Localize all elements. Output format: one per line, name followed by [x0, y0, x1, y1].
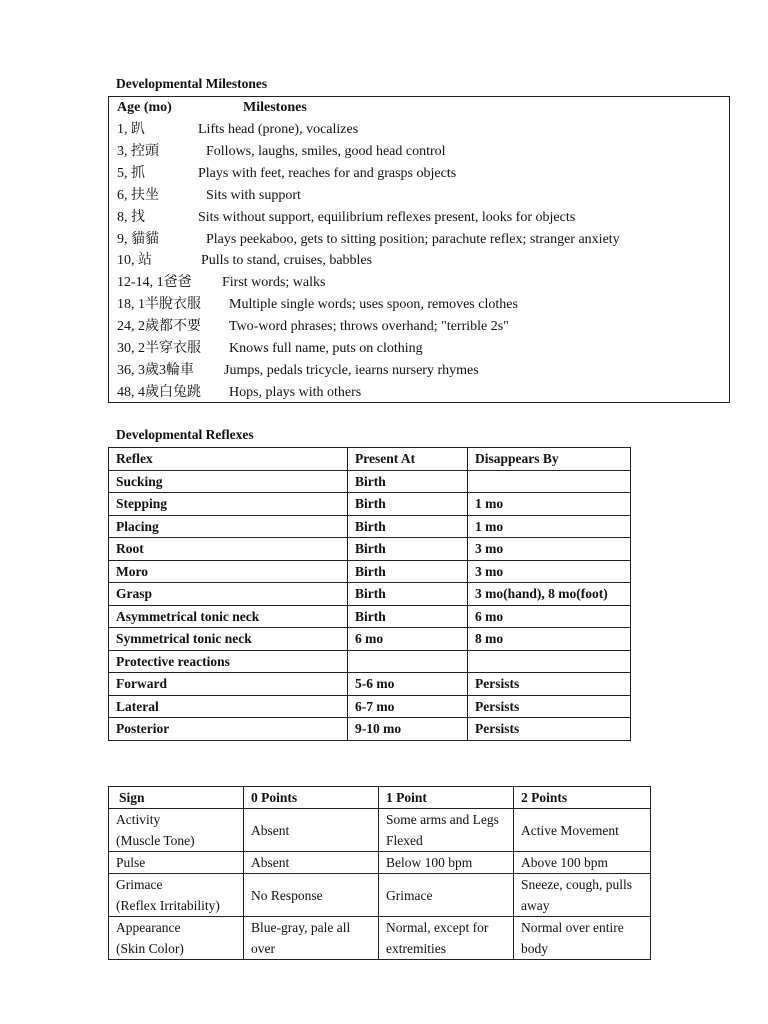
apgar-points-cell: Below 100 bpm: [379, 852, 514, 874]
apgar-sign-subtitle: (Reflex Irritability): [116, 898, 220, 913]
milestone-age: 1, 趴: [117, 122, 145, 137]
present-at-cell: 9-10 mo: [348, 718, 468, 741]
apgar-column-header: 1 Point: [379, 787, 514, 809]
present-at-cell: Birth: [348, 605, 468, 628]
reflexes-table: [108, 447, 631, 741]
reflexes-title: Developmental Reflexes: [116, 427, 254, 442]
table-row: [109, 493, 631, 516]
apgar-points-cell: Sneeze, cough, pulls away: [514, 874, 651, 917]
milestone-age: 10, 站: [117, 253, 152, 269]
apgar-points-cell: Blue-gray, pale all over: [244, 917, 379, 960]
apgar-points-cell: Some arms and Legs Flexed: [379, 809, 514, 852]
milestone-text: Knows full name, puts on clothing: [229, 341, 423, 356]
disappears-by-cell: 3 mo(hand), 8 mo(foot): [468, 583, 631, 606]
reflexes-header-row: [109, 448, 631, 471]
apgar-sign-subtitle: (Skin Color): [116, 941, 184, 956]
milestones-box: [108, 96, 730, 403]
reflex-name-cell: Stepping: [109, 493, 348, 516]
table-row: [109, 874, 651, 917]
present-at-cell: [348, 650, 468, 673]
milestone-text: First words; walks: [222, 275, 326, 291]
disappears-by-cell: 3 mo: [468, 560, 631, 583]
apgar-points-cell: No Response: [244, 874, 379, 917]
table-row: [109, 538, 631, 561]
apgar-points-cell: Normal over entire body: [514, 917, 651, 960]
apgar-sign-cell: [109, 874, 244, 917]
apgar-sign-subtitle: (Muscle Tone): [116, 833, 195, 848]
reflex-name-cell: Root: [109, 538, 348, 561]
milestone-text: Plays peekaboo, gets to sitting position; parachute reflex; stranger anxiety: [206, 231, 620, 247]
milestone-text: Jumps, pedals tricycle, iearns nursery rhymes: [224, 362, 479, 378]
apgar-points-cell: Grimace: [379, 874, 514, 917]
table-row: [109, 917, 651, 960]
table-row: [109, 650, 631, 673]
apgar-points-cell: Above 100 bpm: [514, 852, 651, 874]
present-at-cell: 6 mo: [348, 628, 468, 651]
table-row: [109, 470, 631, 493]
milestone-age: 24, 2歲都不要: [117, 319, 201, 335]
milestone-age: 12-14, 1爸爸: [117, 275, 192, 291]
reflex-name-cell: Protective reactions: [109, 650, 348, 673]
apgar-points-cell: Active Movement: [514, 809, 651, 852]
milestone-age: 6, 扶坐: [117, 187, 159, 203]
present-at-cell: Birth: [348, 560, 468, 583]
disappears-by-cell: 3 mo: [468, 538, 631, 561]
milestone-text: Lifts head (prone), vocalizes: [198, 122, 359, 137]
reflex-name-cell: Moro: [109, 560, 348, 583]
milestone-age: 3, 控頭: [117, 143, 159, 159]
disappears-by-cell: 1 mo: [468, 515, 631, 538]
milestone-age: 18, 1半脫衣服: [117, 297, 201, 313]
reflex-name-cell: Forward: [109, 673, 348, 696]
apgar-column-header: 2 Points: [514, 787, 651, 809]
apgar-table: [108, 786, 651, 960]
disappears-by-cell: Persists: [468, 673, 631, 696]
milestone-text: Sits with support: [206, 187, 301, 203]
apgar-sign-cell: [109, 809, 244, 852]
present-at-cell: 6-7 mo: [348, 695, 468, 718]
reflex-name-cell: Posterior: [109, 718, 348, 741]
table-row: [109, 605, 631, 628]
milestone-text: Follows, laughs, smiles, good head control: [206, 143, 446, 159]
milestone-text: Multiple single words; uses spoon, removes clothes: [229, 297, 518, 313]
present-at-cell: Birth: [348, 493, 468, 516]
milestone-text: Sits without support, equilibrium reflexes present, looks for objects: [198, 209, 576, 225]
apgar-sign-name: Pulse: [116, 855, 146, 870]
disappears-by-cell: 8 mo: [468, 628, 631, 651]
table-row: [109, 560, 631, 583]
disappears-by-cell: [468, 650, 631, 673]
milestone-text: Two-word phrases; throws overhand; "terrible 2s": [229, 319, 509, 335]
milestone-age: 30, 2半穿衣服: [117, 341, 201, 356]
milestone-age: 48, 4歲白兔跳: [117, 384, 201, 400]
reflex-name-cell: Lateral: [109, 695, 348, 718]
table-row: [109, 628, 631, 651]
present-at-cell: Birth: [348, 538, 468, 561]
milestones-header-label: Milestones: [243, 100, 307, 115]
table-row: [109, 673, 631, 696]
apgar-column-header: Sign: [109, 787, 244, 809]
milestone-age: 8, 找: [117, 209, 145, 225]
milestone-text: Hops, plays with others: [229, 384, 362, 400]
reflexes-column-header: Disappears By: [468, 448, 631, 471]
apgar-points-cell: Normal, except for extremities: [379, 917, 514, 960]
reflex-name-cell: Asymmetrical tonic neck: [109, 605, 348, 628]
disappears-by-cell: Persists: [468, 718, 631, 741]
milestone-age: 36, 3歲3輪車: [117, 362, 194, 378]
present-at-cell: Birth: [348, 515, 468, 538]
apgar-points-cell: Absent: [244, 809, 379, 852]
disappears-by-cell: 1 mo: [468, 493, 631, 516]
apgar-points-cell: Absent: [244, 852, 379, 874]
apgar-sign-name: Activity: [116, 812, 161, 827]
table-row: [109, 852, 651, 874]
milestone-text: Pulls to stand, cruises, babbles: [201, 253, 373, 269]
table-row: [109, 583, 631, 606]
reflexes-column-header: Reflex: [109, 448, 348, 471]
milestone-age: 5, 抓: [117, 165, 145, 181]
table-row: [109, 695, 631, 718]
present-at-cell: Birth: [348, 470, 468, 493]
reflex-name-cell: Grasp: [109, 583, 348, 606]
table-row: [109, 718, 631, 741]
reflex-name-cell: Sucking: [109, 470, 348, 493]
age-header: Age (mo): [117, 100, 172, 115]
apgar-sign-cell: [109, 917, 244, 960]
milestone-text: Plays with feet, reaches for and grasps objects: [198, 165, 457, 181]
table-row: [109, 809, 651, 852]
disappears-by-cell: Persists: [468, 695, 631, 718]
disappears-by-cell: [468, 470, 631, 493]
present-at-cell: 5-6 mo: [348, 673, 468, 696]
apgar-column-header: 0 Points: [244, 787, 379, 809]
milestones-title: Developmental Milestones: [116, 76, 268, 91]
reflex-name-cell: Placing: [109, 515, 348, 538]
reflexes-column-header: Present At: [348, 448, 468, 471]
apgar-sign-cell: [109, 852, 244, 874]
apgar-sign-name: Appearance: [116, 920, 181, 935]
reflex-name-cell: Symmetrical tonic neck: [109, 628, 348, 651]
apgar-sign-name: Grimace: [116, 877, 163, 892]
table-row: [109, 515, 631, 538]
present-at-cell: Birth: [348, 583, 468, 606]
disappears-by-cell: 6 mo: [468, 605, 631, 628]
milestone-age: 9, 貓貓: [117, 231, 159, 247]
apgar-header-row: [109, 787, 651, 809]
